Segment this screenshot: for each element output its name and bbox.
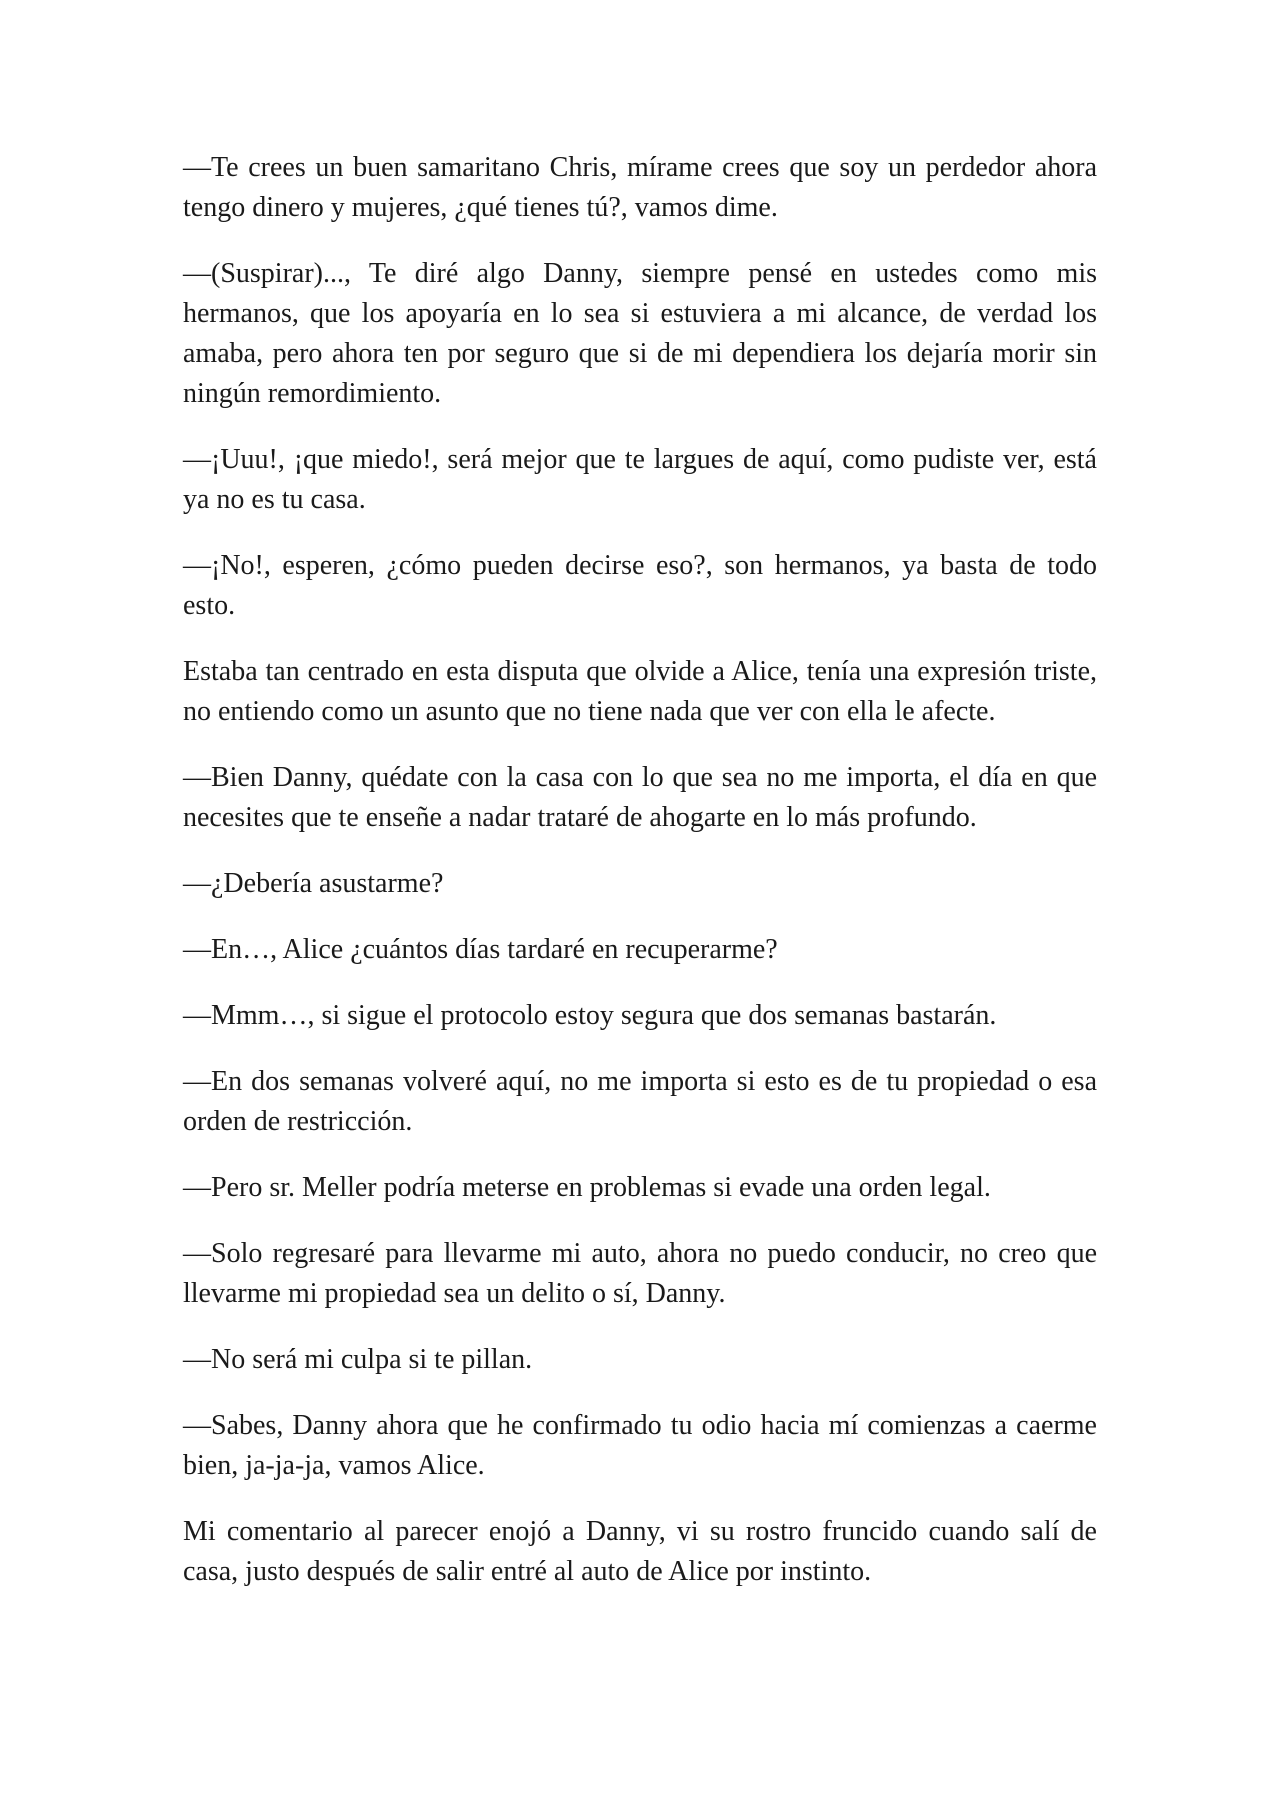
paragraph-13: —No será mi culpa si te pillan.: [183, 1344, 533, 1375]
paragraph-7: —¿Debería asustarme?: [183, 868, 444, 899]
paragraph-3: —¡Uuu!, ¡que miedo!, será mejor que te largues de aquí, como pudiste ver, está ya no es tu casa.: [183, 444, 1097, 515]
document-page: [183, 148, 1097, 1592]
paragraph-1: —Te crees un buen samaritano Chris, mírame crees que soy un perdedor ahora tengo dinero y mujeres, ¿qué tienes tú?, vamos dime.: [183, 152, 1097, 223]
paragraph-11: —Pero sr. Meller podría meterse en problemas si evade una orden legal.: [183, 1172, 991, 1203]
paragraph-9: —Mmm…, si sigue el protocolo estoy segura que dos semanas bastarán.: [183, 1000, 997, 1031]
paragraph-10: —En dos semanas volveré aquí, no me importa si esto es de tu propiedad o esa orden de restricción.: [183, 1066, 1097, 1137]
paragraph-8: —En…, Alice ¿cuántos días tardaré en recuperarme?: [183, 934, 778, 965]
paragraph-4: —¡No!, esperen, ¿cómo pueden decirse eso?, son hermanos, ya basta de todo esto.: [183, 550, 1097, 621]
paragraph-5: Estaba tan centrado en esta disputa que olvide a Alice, tenía una expresión triste, no entiendo como un asunto que no tiene nada que ver con ella le afecte.: [183, 656, 1097, 727]
paragraph-6: —Bien Danny, quédate con la casa con lo que sea no me importa, el día en que necesites que te enseñe a nadar trataré de ahogarte en lo más profundo.: [183, 762, 1097, 833]
paragraph-14: —Sabes, Danny ahora que he confirmado tu odio hacia mí comienzas a caerme bien, ja-ja-ja, vamos Alice.: [183, 1410, 1097, 1481]
paragraph-12: —Solo regresaré para llevarme mi auto, ahora no puedo conducir, no creo que llevarme mi propiedad sea un delito o sí, Danny.: [183, 1238, 1097, 1309]
paragraph-15: Mi comentario al parecer enojó a Danny, vi su rostro fruncido cuando salí de casa, justo después de salir entré al auto de Alice por instinto.: [183, 1516, 1097, 1587]
paragraph-2: —(Suspirar)..., Te diré algo Danny, siempre pensé en ustedes como mis hermanos, que los apoyaría en lo sea si estuviera a mi alcance, de verdad los amaba, pero ahora ten por seguro que si de mi dependiera los dejaría morir sin ningún remordimiento.: [183, 258, 1097, 409]
